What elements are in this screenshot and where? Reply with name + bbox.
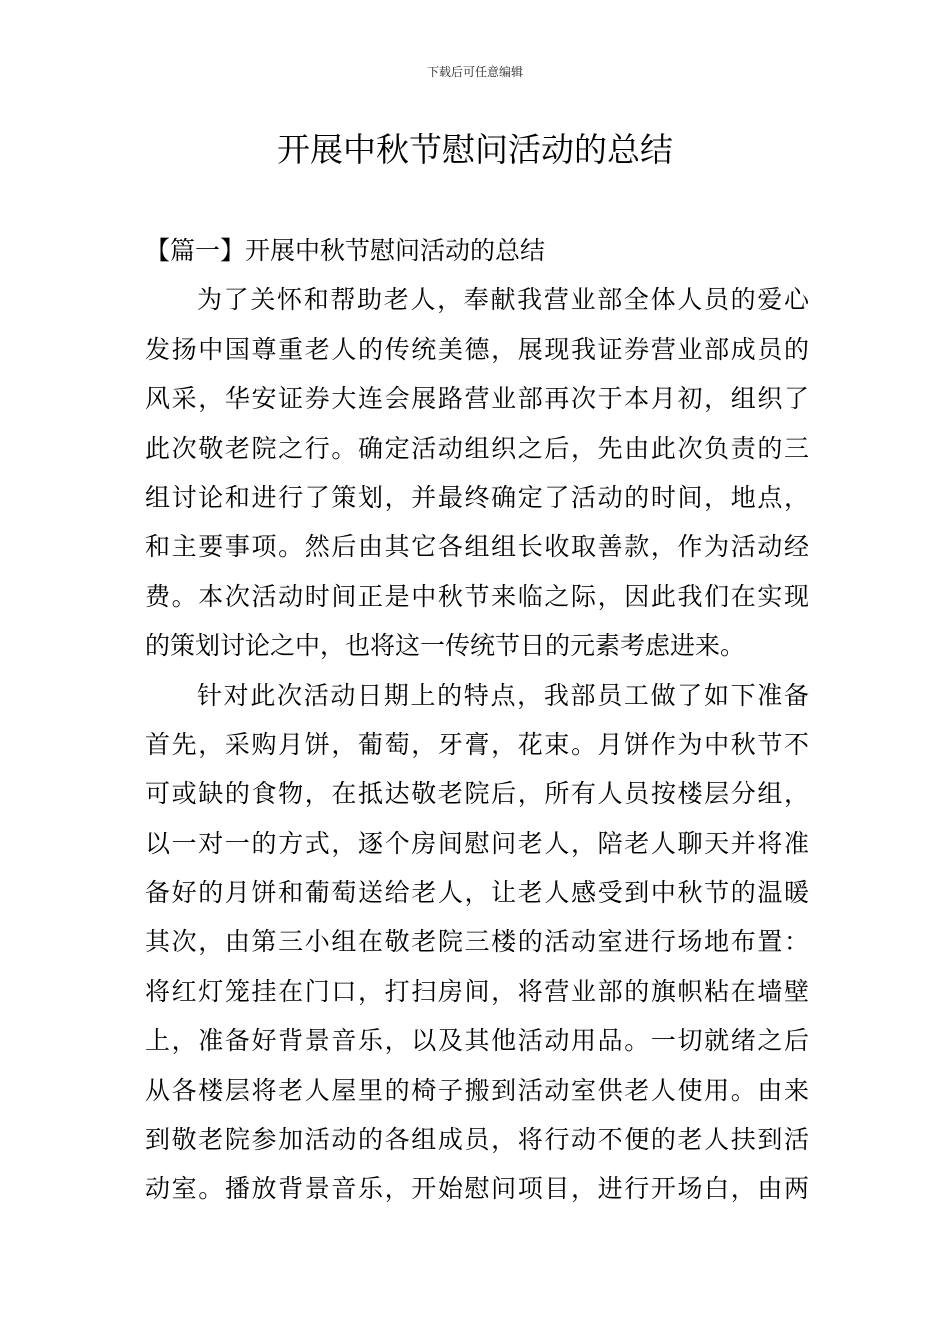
paragraph-line: 上，准备好背景音乐，以及其他活动用品。一切就绪之后: [145, 1026, 809, 1056]
document-title: 开展中秋节慰问活动的总结: [277, 130, 673, 169]
paragraph-line: 动室。播放背景音乐，开始慰问项目，进行开场白，由两: [145, 1174, 809, 1204]
paragraph-line: 和主要事项。然后由其它各组组长收取善款，作为活动经: [145, 532, 809, 562]
paragraph-line: 可或缺的食物，在抵达敬老院后，所有人员按楼层分组，: [145, 779, 809, 809]
paragraph-line: 到敬老院参加活动的各组成员，将行动不便的老人扶到活: [145, 1125, 809, 1155]
document-body: [145, 226, 809, 1214]
paragraph-line: 为了关怀和帮助老人，奉献我营业部全体人员的爱心: [197, 285, 809, 315]
paragraph-line: 首先，采购月饼，葡萄，牙膏，花束。月饼作为中秋节不: [145, 729, 809, 759]
paragraph-line: 从各楼层将老人屋里的椅子搬到活动室供老人使用。由来: [145, 1075, 809, 1105]
section-heading: 【篇一】开展中秋节慰问活动的总结: [145, 236, 546, 265]
paragraph-line: 组讨论和进行了策划，并最终确定了活动的时间，地点，: [145, 482, 809, 512]
paragraph-line: 的策划讨论之中，也将这一传统节日的元素考虑进来。: [145, 631, 746, 661]
paragraph-line: 此次敬老院之行。确定活动组织之后，先由此次负责的三: [145, 433, 809, 463]
header-note: 下载后可任意编辑: [426, 65, 523, 79]
paragraph-line: 针对此次活动日期上的特点，我部员工做了如下准备: [197, 680, 809, 710]
paragraph-line: 备好的月饼和葡萄送给老人，让老人感受到中秋节的温暖: [145, 878, 809, 908]
paragraph-line: 费。本次活动时间正是中秋节来临之际，因此我们在实现: [145, 581, 809, 611]
paragraph-line: 风采，华安证券大连会展路营业部再次于本月初，组织了: [145, 384, 809, 414]
paragraph-line: 将红灯笼挂在门口，打扫房间，将营业部的旗帜粘在墙壁: [145, 976, 809, 1006]
paragraph-line: 其次，由第三小组在敬老院三楼的活动室进行场地布置：: [145, 927, 809, 957]
paragraph-line: 发扬中国尊重老人的传统美德，展现我证券营业部成员的: [145, 334, 809, 364]
paragraph-line: 以一对一的方式，逐个房间慰问老人，陪老人聊天并将准: [145, 828, 809, 858]
